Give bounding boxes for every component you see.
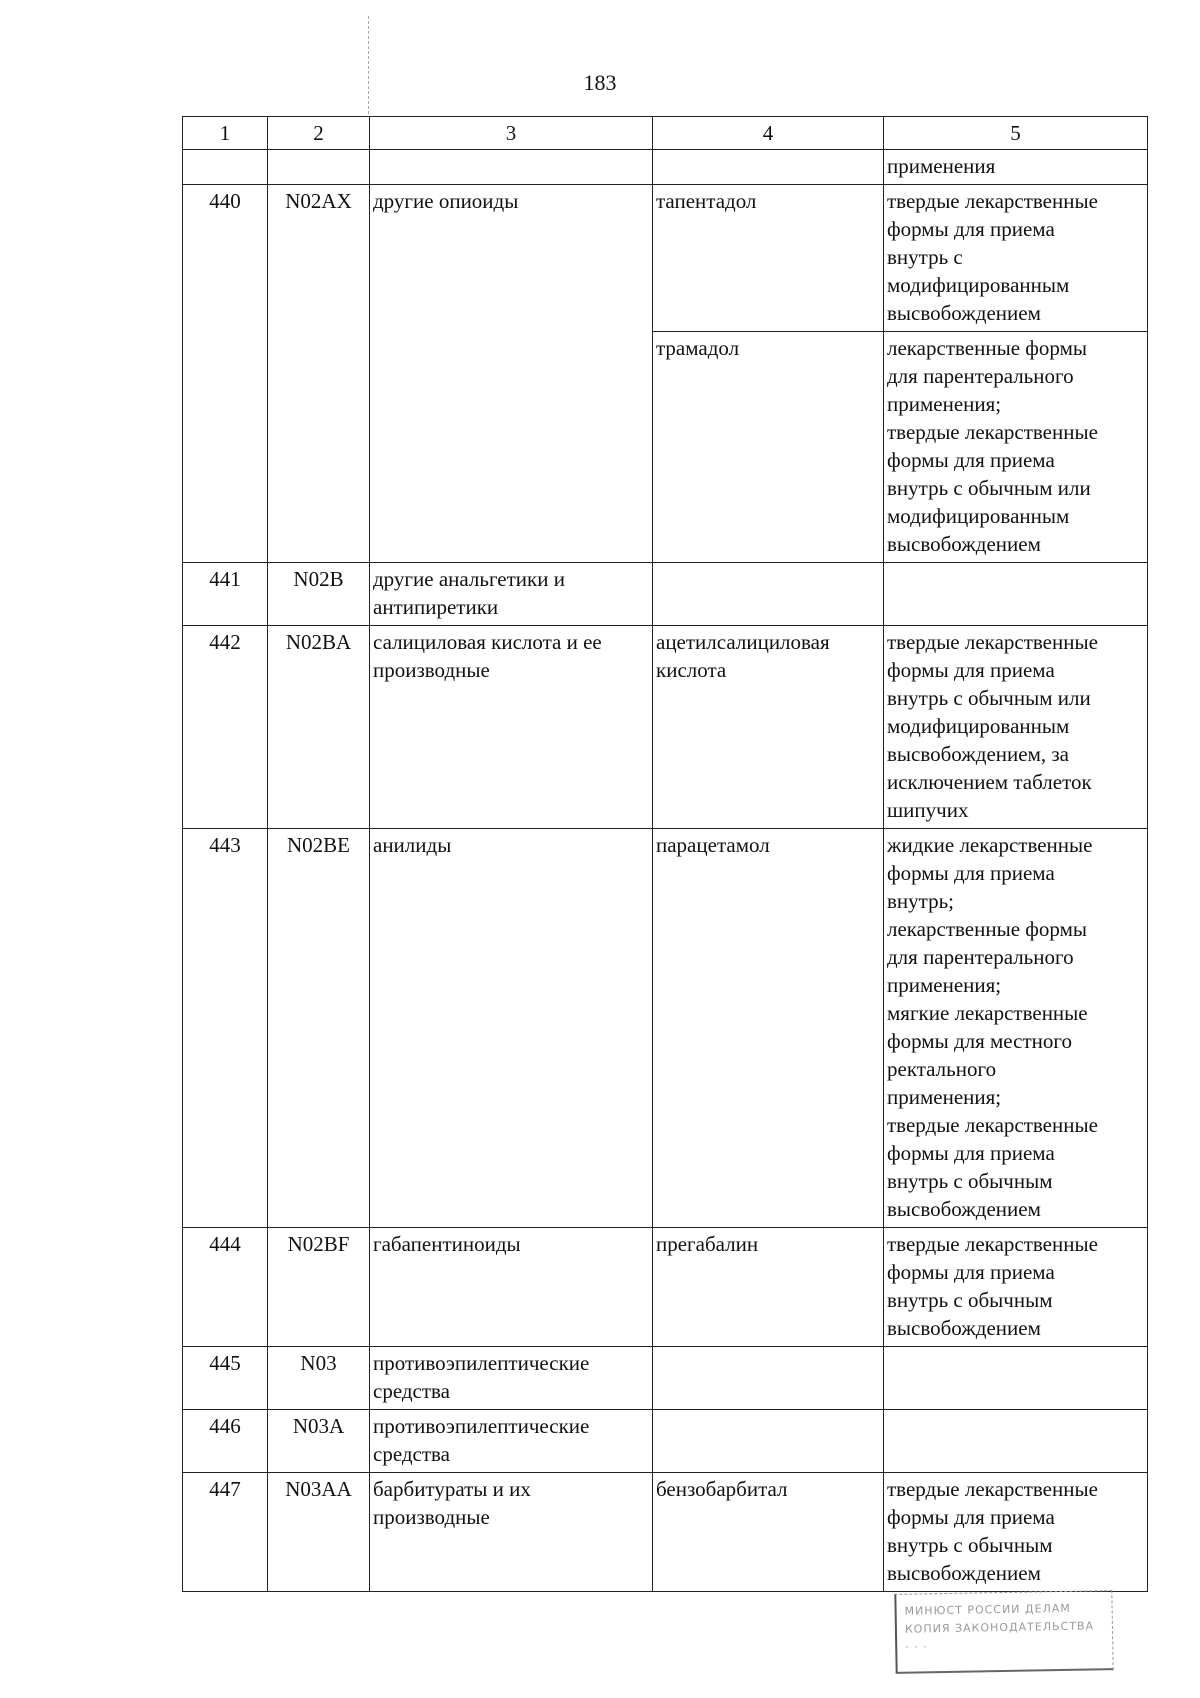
substance-name xyxy=(653,185,884,332)
dosage-form-line: формы для приема xyxy=(887,1260,1055,1284)
dosage-form-line: формы для приема xyxy=(887,861,1055,885)
substance-name-line: трамадол xyxy=(656,336,740,360)
row-number: 444 xyxy=(183,1228,268,1347)
dosage-form-line: применения; xyxy=(887,392,1002,416)
group-name xyxy=(370,1347,653,1410)
atc-code: N03AA xyxy=(268,1473,370,1592)
dosage-form xyxy=(884,332,1148,563)
dosage-form-line: формы для приема xyxy=(887,658,1055,682)
group-name-line: производные xyxy=(373,1505,490,1529)
dosage-form-line: шипучих xyxy=(887,798,969,822)
stamp-line: · · · xyxy=(905,1640,928,1654)
dosage-form-line: исключением таблеток xyxy=(887,770,1092,794)
dosage-form-line: высвобождением, за xyxy=(887,742,1069,766)
atc-code: N02BF xyxy=(268,1228,370,1347)
row-number: 443 xyxy=(183,829,268,1228)
dosage-form-line: модифицированным xyxy=(887,273,1070,297)
dosage-form-line: формы для местного xyxy=(887,1029,1072,1053)
group-name-line: производные xyxy=(373,658,490,682)
group-name-line: антипиретики xyxy=(373,595,499,619)
dosage-form-line: твердые лекарственные xyxy=(887,1232,1098,1256)
group-name-line: барбитураты и их xyxy=(373,1477,531,1501)
atc-code: N03 xyxy=(268,1347,370,1410)
row-number: 447 xyxy=(183,1473,268,1592)
page-number: 183 xyxy=(583,70,617,95)
group-name xyxy=(370,563,653,626)
header-col-5: 5 xyxy=(884,117,1148,150)
group-name xyxy=(370,626,653,829)
substance-name xyxy=(653,829,884,1228)
dosage-form-line: внутрь с xyxy=(887,245,963,269)
header-col-3: 3 xyxy=(370,117,653,150)
dosage-form-line: формы для приема xyxy=(887,448,1055,472)
row-number: 440 xyxy=(183,185,268,563)
group-name-line: другие опиоиды xyxy=(373,189,519,213)
dosage-form-line: твердые лекарственные xyxy=(887,1113,1098,1137)
table-header-row xyxy=(183,117,1148,150)
dosage-form-line: высвобождением xyxy=(887,301,1041,325)
table-row xyxy=(183,626,1148,829)
substance-name-line: бензобарбитал xyxy=(656,1477,788,1501)
atc-code xyxy=(268,150,370,185)
dosage-form-line: модифицированным xyxy=(887,714,1070,738)
group-name xyxy=(370,150,653,185)
dosage-form-line: формы для приема xyxy=(887,217,1055,241)
dosage-form-line: внутрь; xyxy=(887,889,954,913)
dosage-form-line: твердые лекарственные xyxy=(887,420,1098,444)
dosage-form xyxy=(884,563,1148,626)
dosage-form-line: жидкие лекарственные xyxy=(887,833,1093,857)
group-name-line: другие анальгетики и xyxy=(373,567,565,591)
dosage-form xyxy=(884,1347,1148,1410)
substance-name-line: кислота xyxy=(656,658,727,682)
dosage-form-line: высвобождением xyxy=(887,1316,1041,1340)
table-row xyxy=(183,1473,1148,1592)
table-row xyxy=(183,563,1148,626)
atc-code: N02B xyxy=(268,563,370,626)
dosage-form xyxy=(884,1228,1148,1347)
substance-name-line: ацетилсалициловая xyxy=(656,630,830,654)
substance-name xyxy=(653,563,884,626)
dosage-form-line: высвобождением xyxy=(887,1197,1041,1221)
group-name-line: салициловая кислота и ее xyxy=(373,630,602,654)
group-name xyxy=(370,1473,653,1592)
atc-code: N02BE xyxy=(268,829,370,1228)
group-name xyxy=(370,1228,653,1347)
fold-line xyxy=(368,16,369,114)
row-number: 441 xyxy=(183,563,268,626)
table-row xyxy=(183,150,1148,185)
substance-name xyxy=(653,1228,884,1347)
dosage-form-line: высвобождением xyxy=(887,1561,1041,1585)
dosage-form-line: применения; xyxy=(887,973,1002,997)
header-col-4: 4 xyxy=(653,117,884,150)
substance-name xyxy=(653,626,884,829)
dosage-form-line: формы для приема xyxy=(887,1505,1055,1529)
dosage-form-line: формы для приема xyxy=(887,1141,1055,1165)
dosage-form-line: твердые лекарственные xyxy=(887,1477,1098,1501)
table-row xyxy=(183,829,1148,1228)
dosage-form-line: модифицированным xyxy=(887,504,1070,528)
stamp-line: КОПИЯ ЗАКОНОДАТЕЛЬСТВА xyxy=(904,1619,1095,1636)
official-stamp xyxy=(894,1590,1113,1674)
group-name-line: противоэпилептические xyxy=(373,1414,590,1438)
dosage-form-line: мягкие лекарственные xyxy=(887,1001,1088,1025)
dosage-form xyxy=(884,626,1148,829)
group-name xyxy=(370,1410,653,1473)
dosage-form xyxy=(884,829,1148,1228)
header-col-1: 1 xyxy=(183,117,268,150)
group-name-line: средства xyxy=(373,1379,451,1403)
dosage-form-line: для парентерального xyxy=(887,945,1074,969)
atc-code: N03A xyxy=(268,1410,370,1473)
row-number: 442 xyxy=(183,626,268,829)
drug-list-table xyxy=(182,116,1148,1592)
table-row xyxy=(183,1228,1148,1347)
dosage-form xyxy=(884,1473,1148,1592)
dosage-form xyxy=(884,150,1148,185)
substance-name xyxy=(653,1347,884,1410)
dosage-form xyxy=(884,1410,1148,1473)
dosage-form-line: применения xyxy=(887,154,996,178)
atc-code: N02AX xyxy=(268,185,370,563)
group-name xyxy=(370,829,653,1228)
substance-name xyxy=(653,332,884,563)
dosage-form-line: ректального xyxy=(887,1057,997,1081)
header-col-2: 2 xyxy=(268,117,370,150)
table-row xyxy=(183,185,1148,332)
substance-name-line: тапентадол xyxy=(656,189,757,213)
atc-code: N02BA xyxy=(268,626,370,829)
row-number: 445 xyxy=(183,1347,268,1410)
substance-name xyxy=(653,1410,884,1473)
group-name-line: противоэпилептические xyxy=(373,1351,590,1375)
row-number: 446 xyxy=(183,1410,268,1473)
dosage-form-line: для парентерального xyxy=(887,364,1074,388)
substance-name xyxy=(653,1473,884,1592)
dosage-form xyxy=(884,185,1148,332)
dosage-form-line: применения; xyxy=(887,1085,1002,1109)
group-name-line: анилиды xyxy=(373,833,452,857)
dosage-form-line: твердые лекарственные xyxy=(887,189,1098,213)
table-row xyxy=(183,1410,1148,1473)
substance-name xyxy=(653,150,884,185)
dosage-form-line: внутрь с обычным xyxy=(887,1533,1053,1557)
dosage-form-line: лекарственные формы xyxy=(887,336,1087,360)
substance-name-line: парацетамол xyxy=(656,833,770,857)
dosage-form-line: высвобождением xyxy=(887,532,1041,556)
dosage-form-line: внутрь с обычным xyxy=(887,1169,1053,1193)
dosage-form-line: внутрь с обычным или xyxy=(887,686,1091,710)
row-number xyxy=(183,150,268,185)
table-row xyxy=(183,1347,1148,1410)
stamp-line: МИНЮСТ РОССИИ ДЕЛАМ xyxy=(904,1601,1071,1618)
dosage-form-line: внутрь с обычным или xyxy=(887,476,1091,500)
dosage-form-line: лекарственные формы xyxy=(887,917,1087,941)
dosage-form-line: внутрь с обычным xyxy=(887,1288,1053,1312)
group-name-line: габапентиноиды xyxy=(373,1232,521,1256)
group-name xyxy=(370,185,653,563)
group-name-line: средства xyxy=(373,1442,451,1466)
substance-name-line: прегабалин xyxy=(656,1232,759,1256)
dosage-form-line: твердые лекарственные xyxy=(887,630,1098,654)
